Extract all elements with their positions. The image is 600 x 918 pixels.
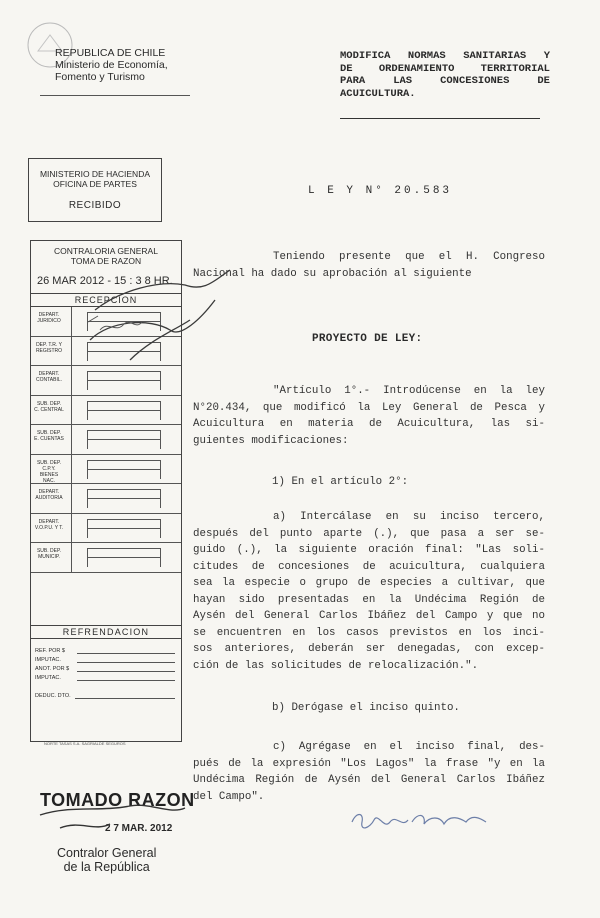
contraloria-title: CONTRALORIA GENERAL [54,246,158,256]
department-row [31,337,181,367]
deduction-label: DEDUC. DTO. [35,693,71,699]
department-row [31,514,181,544]
ref-label: REF. POR $ [35,648,65,654]
text-line: citudes de concesiones de acuicultura, cualquiera [193,560,545,573]
text-line: Undécima Región de Aysén del General Carlos Ibáñez [193,774,545,786]
ref-label: IMPUTAC. [35,657,61,663]
tomado-razon-stamp: TOMADO RAZON [40,790,195,810]
department-label: SUB. DEP. MUNICIP. [36,548,62,560]
item-c-paragraph [193,739,545,805]
text-line: pués de la expresión "Los Lagos" la frase "y en la [193,757,545,770]
contralor-title [57,846,156,874]
item-a-paragraph [193,509,545,674]
stamp-received: RECIBIDO [68,200,122,211]
text-line: del Campo". [193,790,265,803]
issuer-header [55,47,168,83]
department-row [31,396,181,426]
ministry-name-cont: Fomento y Turismo [55,71,145,83]
printer-imprint: NORTE TASAS S.A. SAGRIALDE SEGUROS [44,741,126,746]
hacienda-received-stamp [28,158,162,222]
text-line: a) Intercálase en su inciso tercero, [273,511,545,523]
text-line: c) Agrégase en el inciso final, des- [273,741,545,753]
contraloria-form [30,240,182,742]
text-line: Aysén del General Carlos Ibáñez del Campo y que no [193,610,545,622]
department-label: DEP. T.R. Y REGISTRO [35,341,63,354]
subject-line: DE ORDENAMIENTO TERRITORIAL [340,62,550,75]
department-label: SUB. DEP. C.P.Y. BIENES NAC. [36,459,62,484]
contralor-line: Contralor General [57,846,157,860]
subject-line: MODIFICA NORMAS SANITARIAS Y [340,50,550,62]
article-1-paragraph [193,383,545,449]
department-row [31,425,181,455]
department-label: SUB. DEP. C. CENTRAL [34,400,64,413]
department-label: DEPART. JURIDICO [37,312,61,324]
text-line: sos anteriores, deberán ser denegadas, con excep- [193,643,545,655]
text-line: Acuicultura en materia de Acuicultura, las si- [193,418,545,430]
ministry-name: Ministerio de Economía, [55,59,168,71]
text-line: guido (.), la siguiente oración final: "Las soli- [193,544,545,556]
ref-label: IMPUTAC. [35,675,61,681]
text-line: hayan sido presentadas en la Undécima Región de [193,593,545,606]
text-line: ción de las solicitudes de relocalización.". [193,659,479,672]
text-line: sea la especie o grupo de especies a cultivar, que [193,577,545,589]
department-label: DEPART. CONTABIL. [35,371,63,383]
text-line: Teniendo presente que el H. Congreso [273,251,545,263]
stamp-ministry: MINISTERIO DE HACIENDA [39,169,151,179]
refrendacion-label: REFRENDACION [31,625,181,639]
text-line: N°20.434, que modificó la Ley General de Pesca y [193,401,545,414]
item-1: 1) En el artículo 2°: [272,476,409,488]
refrendacion-rows [35,645,175,681]
text-line: guientes modificaciones: [193,434,349,447]
department-row [31,455,181,485]
intro-paragraph [193,249,545,282]
law-number-title: L E Y N° 20.583 [308,185,453,197]
proyecto-heading: PROYECTO DE LEY: [312,333,423,345]
contraloria-subtitle: TOMA DE RAZON [70,256,142,266]
department-label: DEPART. AUDITORIA [35,489,63,501]
department-label: DEPART. V.O.P.U. Y T. [34,518,64,531]
text-line: se encuentren en los casos previstos en los inci- [193,626,545,639]
tomado-razon-date: 2 7 MAR. 2012 [105,823,173,834]
header-left-rule [40,95,190,96]
header-right-rule [340,118,540,119]
ref-label: ANOT. POR $ [35,666,70,672]
deduction-row [35,693,175,699]
department-rows [31,307,181,573]
text-line: "Artículo 1°.- Introdúcense en la ley [273,385,545,397]
subject-line: PARA LAS CONCESIONES DE [340,75,550,87]
reception-date: 26 MAR 2012 - 15 : 3 8 HR. [37,275,173,287]
closing-signature [352,815,486,828]
republic-name: REPUBLICA DE CHILE [55,47,166,59]
reception-label: RECEPCION [31,293,181,307]
document-subject [340,50,550,100]
department-row [31,543,181,573]
department-row [31,366,181,396]
subject-line: ACUICULTURA. [340,87,416,100]
department-label: SUB. DEP. E. CUENTAS [34,430,64,442]
department-row [31,484,181,514]
text-line: Nacional ha dado su aprobación al siguiente [193,267,472,280]
department-row [31,307,181,337]
stamp-office: OFICINA DE PARTES [53,179,137,189]
item-b: b) Derógase el inciso quinto. [272,702,460,714]
contralor-line: de la República [63,860,150,874]
text-line: después del punto aparte (.), que pasa a ser se- [193,527,545,540]
